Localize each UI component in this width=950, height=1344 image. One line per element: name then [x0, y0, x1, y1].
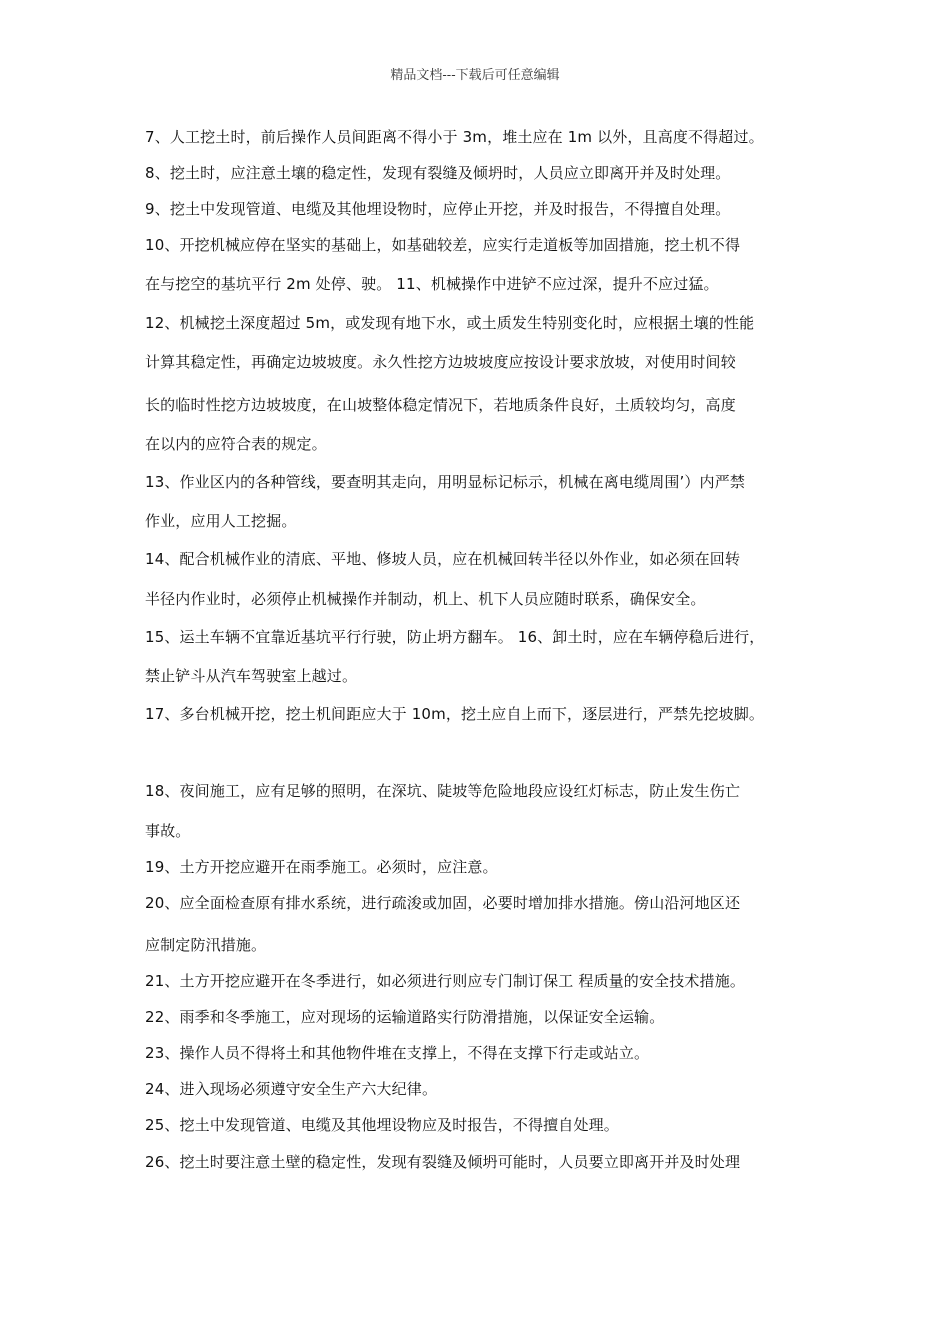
text-line: 在与挖空的基坑平行 2m 处停、驶。 11、机械操作中进铲不应过深，提升不应过猛。 [145, 275, 719, 293]
text-line: 在以内的应符合表的规定。 [145, 435, 327, 453]
text-line: 长的临时性挖方边坡坡度，在山坡整体稳定情况下，若地质条件良好，土质较均匀，高度 [145, 396, 736, 414]
text-line: 21、土方开挖应避开在冬季进行，如必须进行则应专门制订保工 程质量的安全技术措施。 [145, 972, 746, 990]
text-line: 23、操作人员不得将土和其他物件堆在支撑上，不得在支撑下行走或站立。 [145, 1044, 650, 1062]
text-line: 24、进入现场必须遵守安全生产六大纪律。 [145, 1080, 438, 1098]
document-header: 精品文档---下载后可任意编辑 [390, 68, 560, 83]
text-line: 12、机械挖土深度超过 5m，或发现有地下水，或土质发生特别变化时，应根据土壤的性能 [145, 314, 755, 332]
text-line: 应制定防汛措施。 [145, 936, 267, 954]
text-line: 22、雨季和冬季施工，应对现场的运输道路实行防滑措施，以保证安全运输。 [145, 1008, 665, 1026]
text-line: 26、挖土时要注意土壁的稳定性，发现有裂缝及倾坍可能时，人员要立即离开并及时处理 [145, 1153, 741, 1171]
text-line: 15、运土车辆不宜靠近基坑平行行驶，防止坍方翻车。 16、卸土时，应在车辆停稳后进行， [145, 628, 765, 646]
text-line: 10、开挖机械应停在坚实的基础上，如基础较差，应实行走道板等加固措施，挖土机不得 [145, 236, 741, 254]
text-line: 17、多台机械开挖，挖土机间距应大于 10m，挖土应自上而下，逐层进行，严禁先挖坡脚。 [145, 705, 765, 723]
text-line: 14、配合机械作业的清底、平地、修坡人员，应在机械回转半径以外作业，如必须在回转 [145, 550, 741, 568]
text-line: 半径内作业时，必须停止机械操作并制动，机上、机下人员应随时联系，确保安全。 [145, 590, 706, 608]
text-line: 20、应全面检查原有排水系统，进行疏浚或加固，必要时增加排水措施。傍山沿河地区还 [145, 894, 741, 912]
text-line: 13、作业区内的各种管线，要查明其走向，用明显标记标示，机械在离电缆周围’）内严禁 [145, 473, 746, 491]
text-line: 25、挖土中发现管道、电缆及其他埋设物应及时报告，不得擅自处理。 [145, 1116, 619, 1134]
text-line: 计算其稳定性，再确定边坡坡度。永久性挖方边坡坡度应按设计要求放坡，对使用时间较 [145, 353, 736, 371]
text-line: 作业，应用人工挖掘。 [145, 512, 297, 530]
text-line: 9、挖土中发现管道、电缆及其他埋设物时，应停止开挖，并及时报告，不得擅自处理。 [145, 200, 731, 218]
text-line: 8、挖土时，应注意土壤的稳定性，发现有裂缝及倾坍时，人员应立即离开并及时处理。 [145, 164, 731, 182]
text-line: 18、夜间施工，应有足够的照明，在深坑、陡坡等危险地段应设红灯标志，防止发生伤亡 [145, 782, 741, 800]
text-line: 19、土方开挖应避开在雨季施工。必须时，应注意。 [145, 858, 498, 876]
text-line: 禁止铲斗从汽车驾驶室上越过。 [145, 667, 358, 685]
text-line: 7、人工挖土时，前后操作人员间距离不得小于 3m，堆土应在 1m 以外，且高度不得超过。 [145, 128, 764, 146]
text-line: 事故。 [145, 822, 191, 840]
